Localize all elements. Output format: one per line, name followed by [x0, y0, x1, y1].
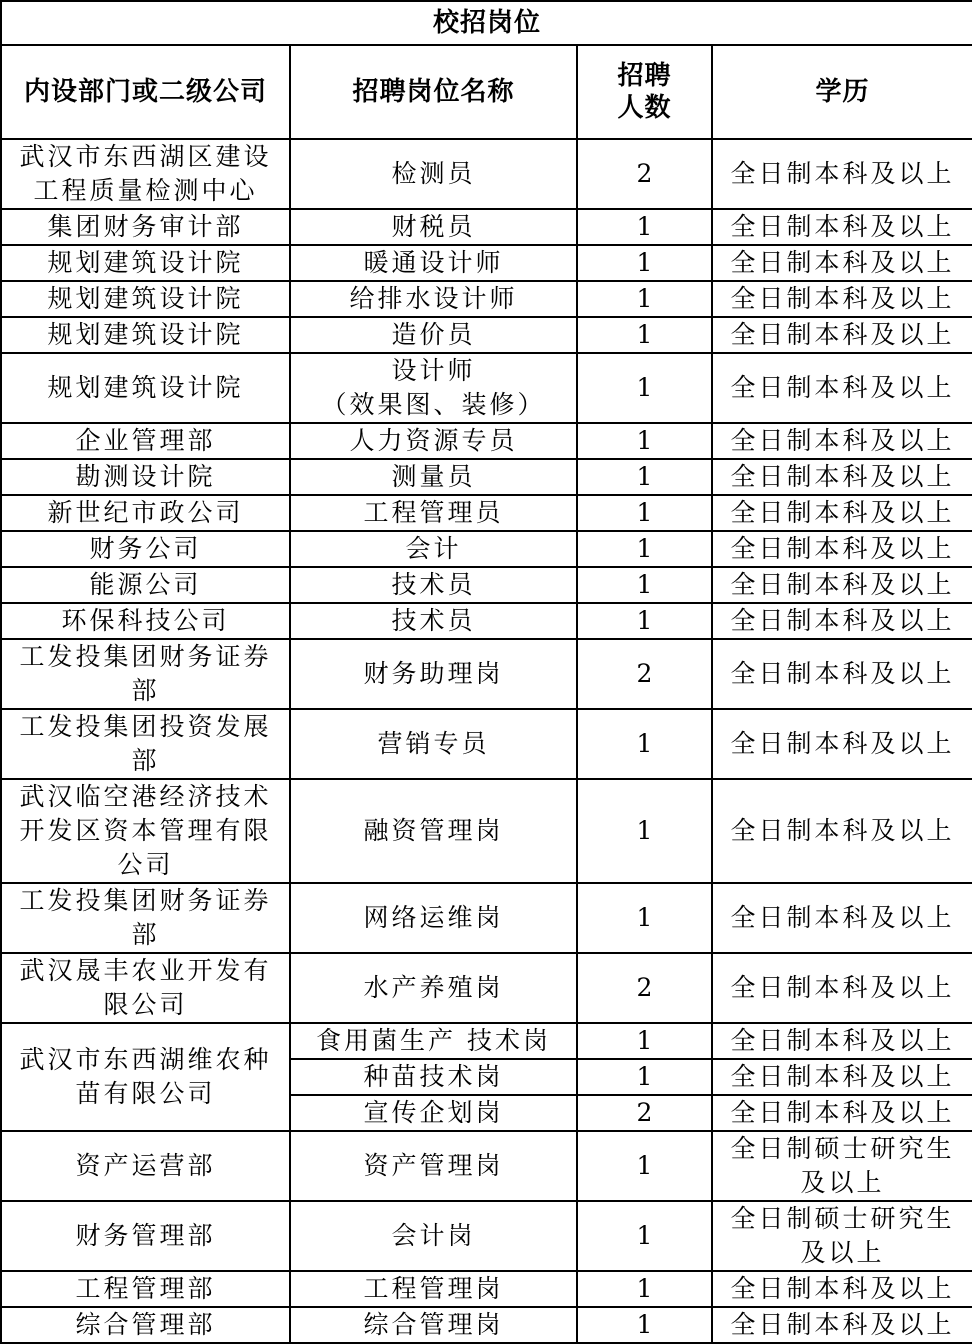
table-row	[1, 883, 972, 953]
count-cell: 2	[577, 1095, 712, 1131]
position-cell: 工程管理岗	[290, 1271, 577, 1307]
count-cell: 1	[577, 883, 712, 953]
education-cell: 全日制本科及以上	[712, 459, 972, 495]
education-cell: 全日制本科及以上	[712, 1059, 972, 1095]
position-cell: 人力资源专员	[290, 423, 577, 459]
dept-cell: 规划建筑设计院	[1, 353, 290, 423]
position-cell: 种苗技术岗	[290, 1059, 577, 1095]
education-cell: 全日制本科及以上	[712, 423, 972, 459]
position-cell: 会计	[290, 531, 577, 567]
header-education: 学历	[712, 45, 972, 139]
position-cell: 资产管理岗	[290, 1131, 577, 1201]
education-cell: 全日制本科及以上	[712, 1307, 972, 1343]
position-cell: 财务助理岗	[290, 639, 577, 709]
dept-cell: 集团财务审计部	[1, 209, 290, 245]
position-cell: 财税员	[290, 209, 577, 245]
position-cell: 营销专员	[290, 709, 577, 779]
count-cell: 2	[577, 953, 712, 1023]
table-row	[1, 209, 972, 245]
position-cell: 网络运维岗	[290, 883, 577, 953]
table-row	[1, 639, 972, 709]
position-cell: 宣传企划岗	[290, 1095, 577, 1131]
table-row	[1, 353, 972, 423]
count-cell: 1	[577, 245, 712, 281]
count-cell: 1	[577, 1023, 712, 1059]
count-cell: 1	[577, 1131, 712, 1201]
education-cell: 全日制本科及以上	[712, 139, 972, 209]
table-row	[1, 245, 972, 281]
header-row	[1, 45, 972, 139]
education-cell: 全日制硕士研究生 及以上	[712, 1201, 972, 1271]
table-row	[1, 459, 972, 495]
dept-cell: 武汉晟丰农业开发有 限公司	[1, 953, 290, 1023]
education-cell: 全日制本科及以上	[712, 245, 972, 281]
count-cell: 2	[577, 139, 712, 209]
position-cell: 造价员	[290, 317, 577, 353]
table-row	[1, 709, 972, 779]
count-cell: 1	[577, 567, 712, 603]
dept-cell: 综合管理部	[1, 1307, 290, 1343]
header-count: 招聘 人数	[577, 45, 712, 139]
position-cell: 给排水设计师	[290, 281, 577, 317]
dept-cell: 工发投集团投资发展 部	[1, 709, 290, 779]
position-cell: 会计岗	[290, 1201, 577, 1271]
dept-cell: 规划建筑设计院	[1, 281, 290, 317]
table-row	[1, 423, 972, 459]
education-cell: 全日制本科及以上	[712, 281, 972, 317]
dept-cell: 环保科技公司	[1, 603, 290, 639]
count-cell: 1	[577, 353, 712, 423]
count-cell: 1	[577, 495, 712, 531]
count-cell: 1	[577, 603, 712, 639]
dept-cell: 工发投集团财务证券 部	[1, 883, 290, 953]
education-cell: 全日制硕士研究生 及以上	[712, 1131, 972, 1201]
education-cell: 全日制本科及以上	[712, 709, 972, 779]
count-cell: 1	[577, 1307, 712, 1343]
education-cell: 全日制本科及以上	[712, 209, 972, 245]
education-cell: 全日制本科及以上	[712, 353, 972, 423]
count-cell: 1	[577, 459, 712, 495]
table-row	[1, 495, 972, 531]
education-cell: 全日制本科及以上	[712, 779, 972, 883]
count-cell: 1	[577, 709, 712, 779]
table-row	[1, 317, 972, 353]
dept-cell: 规划建筑设计院	[1, 245, 290, 281]
dept-cell: 武汉市东西湖维农种 苗有限公司	[1, 1023, 290, 1131]
position-cell: 工程管理员	[290, 495, 577, 531]
education-cell: 全日制本科及以上	[712, 495, 972, 531]
table-row	[1, 567, 972, 603]
dept-cell: 企业管理部	[1, 423, 290, 459]
education-cell: 全日制本科及以上	[712, 953, 972, 1023]
table-body	[1, 139, 972, 1343]
dept-cell: 资产运营部	[1, 1131, 290, 1201]
dept-cell: 工程管理部	[1, 1271, 290, 1307]
position-cell: 食用菌生产 技术岗	[290, 1023, 577, 1059]
education-cell: 全日制本科及以上	[712, 1271, 972, 1307]
table-title: 校招岗位	[1, 1, 972, 45]
count-cell: 1	[577, 531, 712, 567]
count-cell: 1	[577, 1201, 712, 1271]
position-cell: 技术员	[290, 567, 577, 603]
dept-cell: 勘测设计院	[1, 459, 290, 495]
dept-cell: 新世纪市政公司	[1, 495, 290, 531]
count-cell: 1	[577, 779, 712, 883]
table-row	[1, 281, 972, 317]
dept-cell: 武汉临空港经济技术 开发区资本管理有限 公司	[1, 779, 290, 883]
count-cell: 2	[577, 639, 712, 709]
position-cell: 设计师 （效果图、装修）	[290, 353, 577, 423]
education-cell: 全日制本科及以上	[712, 1023, 972, 1059]
position-cell: 综合管理岗	[290, 1307, 577, 1343]
table-row	[1, 1131, 972, 1201]
position-cell: 测量员	[290, 459, 577, 495]
table-row	[1, 603, 972, 639]
education-cell: 全日制本科及以上	[712, 1095, 972, 1131]
count-cell: 1	[577, 1059, 712, 1095]
dept-cell: 财务公司	[1, 531, 290, 567]
dept-cell: 规划建筑设计院	[1, 317, 290, 353]
dept-cell: 工发投集团财务证券 部	[1, 639, 290, 709]
table-row	[1, 1201, 972, 1271]
education-cell: 全日制本科及以上	[712, 639, 972, 709]
education-cell: 全日制本科及以上	[712, 603, 972, 639]
count-cell: 1	[577, 209, 712, 245]
table-row	[1, 1023, 972, 1059]
table-row	[1, 1307, 972, 1343]
education-cell: 全日制本科及以上	[712, 531, 972, 567]
header-dept: 内设部门或二级公司	[1, 45, 290, 139]
table-row	[1, 531, 972, 567]
dept-cell: 财务管理部	[1, 1201, 290, 1271]
education-cell: 全日制本科及以上	[712, 317, 972, 353]
dept-cell: 武汉市东西湖区建设 工程质量检测中心	[1, 139, 290, 209]
table-row	[1, 1271, 972, 1307]
table-row	[1, 779, 972, 883]
education-cell: 全日制本科及以上	[712, 567, 972, 603]
count-cell: 1	[577, 317, 712, 353]
count-cell: 1	[577, 281, 712, 317]
education-cell: 全日制本科及以上	[712, 883, 972, 953]
count-cell: 1	[577, 423, 712, 459]
position-cell: 技术员	[290, 603, 577, 639]
count-cell: 1	[577, 1271, 712, 1307]
position-cell: 融资管理岗	[290, 779, 577, 883]
table-row	[1, 953, 972, 1023]
table-row	[1, 139, 972, 209]
position-cell: 水产养殖岗	[290, 953, 577, 1023]
dept-cell: 能源公司	[1, 567, 290, 603]
position-cell: 暖通设计师	[290, 245, 577, 281]
position-cell: 检测员	[290, 139, 577, 209]
header-position: 招聘岗位名称	[290, 45, 577, 139]
